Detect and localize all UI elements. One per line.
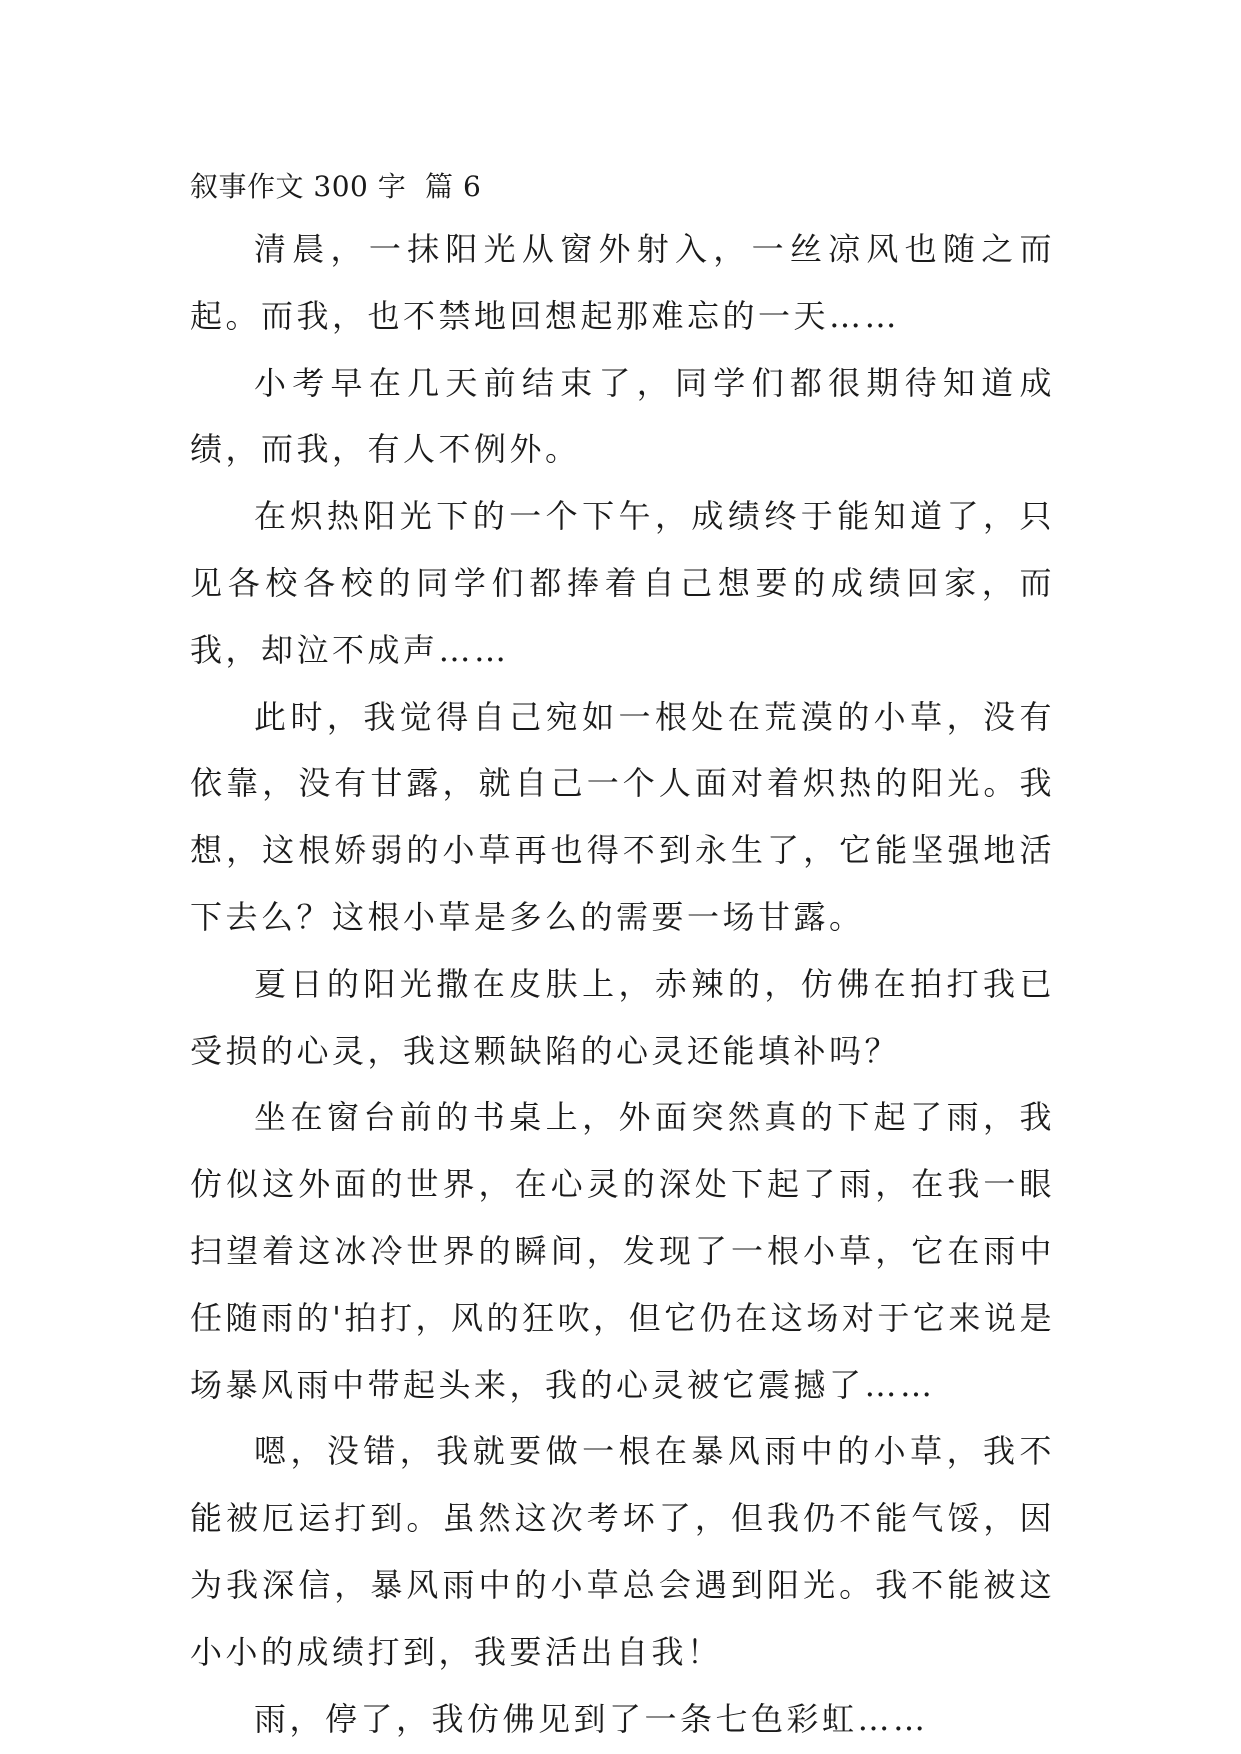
paragraph-1: 清晨，一抹阳光从窗外射入，一丝凉风也随之而起。而我，也不禁地回想起那难忘的一天…… — [190, 230, 1055, 335]
paragraph-5: 夏日的阳光撒在皮肤上，赤辣的，仿佛在拍打我已受损的心灵，我这颗缺陷的心灵还能填补吗？ — [190, 964, 1055, 1070]
paragraph-6: 坐在窗台前的书桌上，外面突然真的下起了雨，我仿似这外面的世界，在心灵的深处下起了雨，在我一眼扫望着这冰冷世界的瞬间，发现了一根小草，它在雨中任随雨的'拍打，风的狂吹，但它仍在这场对于它来说是场暴风雨中带起头来，我的心灵被它震撼了…… — [190, 1098, 1055, 1404]
paragraph-3: 在炽热阳光下的一个下午，成绩终于能知道了，只见各校各校的同学们都捧着自己想要的成绩回家，而我，却泣不成声…… — [190, 497, 1055, 669]
paragraph-2: 小考早在几天前结束了，同学们都很期待知道成绩，而我，有人不例外。 — [190, 363, 1055, 469]
paragraph-4: 此时，我觉得自己宛如一根处在荒漠的小草，没有依靠，没有甘露，就自己一个人面对着炽热的阳光。我想，这根娇弱的小草再也得不到永生了，它能坚强地活下去么？这根小草是多么的需要一场甘露。 — [190, 697, 1055, 936]
document-title: 叙事作文 300 字 篇 6 — [190, 170, 482, 203]
paragraph-8: 雨，停了，我仿佛见到了一条七色彩虹…… — [254, 1699, 929, 1738]
paragraph-7: 嗯，没错，我就要做一根在暴风雨中的小草，我不能被厄运打到。虽然这次考坏了，但我仍不能气馁，因为我深信，暴风雨中的小草总会遇到阳光。我不能被这小小的成绩打到，我要活出自我！ — [190, 1432, 1055, 1671]
document-body — [190, 158, 1055, 1752]
